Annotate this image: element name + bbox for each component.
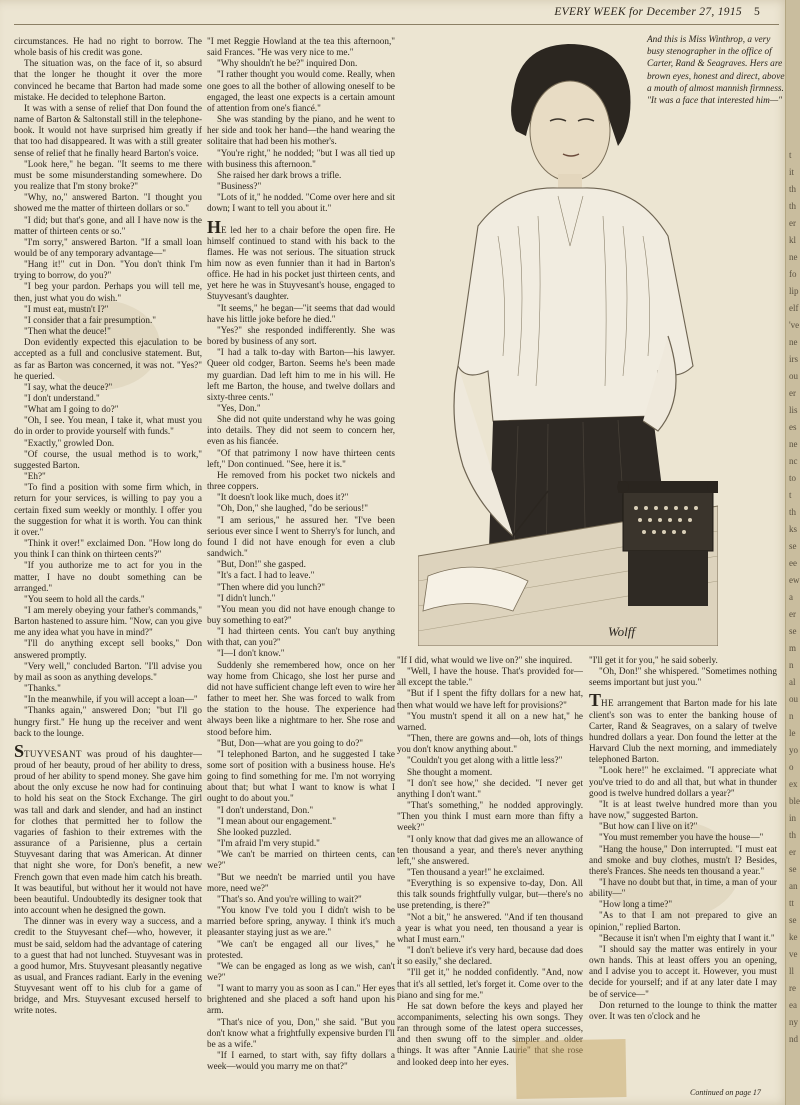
drop-cap: T (589, 690, 602, 711)
paragraph: "That's something," he nodded approvingly. "Then you think I must earn more than fifty a week?" (397, 800, 583, 833)
paragraph: "You mustn't spend it all on a new hat," he warned. (397, 710, 583, 732)
edge-text-fragment: a (789, 592, 793, 602)
edge-text-fragment: it (789, 167, 795, 177)
edge-text-fragment: re (789, 983, 796, 993)
edge-text-fragment: nc (789, 456, 798, 466)
column-2-paragraphs (207, 36, 395, 215)
paragraph: "I only know that dad gives me an allowance of ten thousand a year, and there's never anything left," she answered. (397, 833, 583, 866)
header-title: EVERY WEEK for December 27, 1915 (554, 6, 742, 18)
edge-text-fragment: se (789, 626, 797, 636)
paragraph: She was standing by the piano, and he went to her side and took her hand—the hand wearing the solitaire that had been his mother's. (207, 114, 395, 147)
paragraph: "You seem to hold all the cards." (24, 593, 145, 604)
paragraph: "Of that patrimony I now have thirteen cents left," Don continued. "See, here it is." (207, 447, 395, 469)
edge-text-fragment: ew (789, 575, 800, 585)
paragraph: "Look here!" he exclaimed. "I appreciate what you've tried to do and all that, but what in thunder good is twelve hundred dollars a year?" (589, 765, 777, 798)
edge-text-fragment: t (789, 150, 792, 160)
paragraph: "I don't understand." (24, 393, 100, 403)
edge-text-fragment: er (789, 609, 796, 619)
edge-text-fragment: ex (789, 779, 798, 789)
edge-text-fragment: elf (789, 303, 799, 313)
paragraph: "Why, no," answered Barton. "I thought you showed me the matter of thirteen dollars or so." (14, 192, 202, 214)
tape-stain (516, 1039, 627, 1099)
edge-text-fragment: er (789, 847, 796, 857)
paragraph: "I had a talk to-day with Barton—his lawyer. Queer old codger, Barton. Seems he's been made my guardian. Dad left him to me in his will. He left me Barton, the house, and twelve dollars and sixty-three cents." (207, 347, 395, 402)
edge-text-fragment: ne (789, 252, 798, 262)
continued-note: Continued on page 17 (690, 1088, 761, 1097)
edge-text-fragment: ks (789, 524, 798, 534)
edge-text-fragment: in (789, 813, 797, 823)
paragraph: "We can't be engaged all our lives," he protested. (207, 938, 395, 960)
column-1-continued-paragraphs (14, 916, 202, 1016)
section-break-paragraph (207, 216, 395, 303)
paragraph: "Then, there are gowns and—oh, lots of things you don't know anything about." (397, 733, 583, 755)
edge-text-fragment: yo (789, 745, 798, 755)
paragraph: She thought a moment. (407, 766, 493, 777)
edge-text-fragment: th (789, 830, 797, 840)
paragraph: "I mean about our engagement." (217, 815, 336, 826)
paragraph: The dinner was in every way a success, and a credit to the Stuyvesant chef—who, however, it must be said, seldom had the advantage of catering to a guest that had not lunched. Stuyvesant was in a good humor, Mrs. Stuyvesant pleasantly negative as usual, and Frances radiant. Early in the evening Stuyvesant went off to his club for a game of bridge, and Mrs. Stuyvesant excused herself to write notes. (14, 916, 202, 1016)
paragraph: "We can be engaged as long as we wish, can't we?" (207, 960, 395, 982)
column-4-paragraphs (589, 655, 777, 688)
paragraph: "Think it over!" exclaimed Don. "How long do you think I can think on thirteen cents?" (14, 538, 202, 560)
paragraph: "I'll get it for you," he said soberly. (589, 655, 718, 665)
edge-text-fragment: o (789, 762, 794, 772)
paragraph: "Look here," he began. "It seems to me there must be some misunderstanding somewhere. Do you realize that I'm stony broke?" (14, 158, 202, 192)
column-4 (589, 655, 777, 1022)
paragraph: "Not a bit," he answered. "And if ten thousand a year is what you need, ten thousand a year is what I must earn." (397, 911, 583, 944)
paragraph: "To find a position with some firm which, in return for your services, is willing to pay you a certain fixed sum weekly or monthly. I offer you the suggestion for what it is worth. You can think it over." (14, 482, 202, 537)
paragraph: "How long a time?" (599, 899, 673, 910)
paragraph: "You know I've told you I didn't wish to be married before spring, anyway. I think it's much pleasanter staying just as we are." (207, 905, 395, 938)
edge-text-fragment: al (789, 677, 796, 687)
typewriter (617, 481, 718, 606)
edge-text-fragment: lip (789, 286, 799, 296)
edge-text-fragment: ea (789, 1000, 797, 1010)
paragraph: "It seems," he began—"it seems that dad would have his little joke before he died." (207, 302, 395, 324)
drop-cap: H (207, 216, 222, 237)
paragraph: "Oh, Don," she laughed, "do be serious!" (217, 503, 369, 514)
edge-text-fragment: tt (789, 898, 795, 908)
edge-text-fragment: th (789, 201, 797, 211)
paragraph: "I don't understand, Don." (217, 804, 314, 815)
edge-text-fragment: th (789, 507, 797, 517)
facing-page-edge (785, 0, 800, 1105)
paragraph: "Business?" (217, 181, 262, 192)
column-3 (397, 655, 583, 1068)
edge-text-fragment: t (789, 490, 792, 500)
paragraph: "I have no doubt but that, in time, a man of your ability—" (589, 876, 777, 899)
paragraph: "I'll get it," he nodded confidently. "And, now that it's all settled, let's forget it. Come over to the piano and sing for me." (397, 967, 583, 1000)
edge-text-fragment: lis (789, 405, 798, 415)
edge-text-fragment: nd (789, 1034, 798, 1044)
paragraph: She did not quite understand why he was going into details. They did not seem to concern her, even as his fiancée. (207, 414, 395, 447)
paragraph: "Then where did you lunch?" (217, 581, 326, 592)
section-text: arrangement that Barton made for his late client's son was to enter the banking house of Carter, Rand & Seagraves, on a salary of twelve hundred dollars a year. Don found the letter at the Harvard Club the next morning, and immediately telephoned Barton. (589, 698, 777, 765)
edge-text-fragment: ll (789, 966, 795, 976)
edge-text-fragment: es (789, 422, 797, 432)
section-text: E led her to a chair before the open fire. He himself continued to stand with his back to the flames. He was not serious. The situation struck him now as even funnier than it had in Barton's office. He had in his pocket just thirteen cents, and yet here he was in Stuyvesant's house, engaged to Stuyvesant's daughter. (207, 224, 395, 302)
paragraph: It was with a sense of relief that Don found the name of Barton & Saltonstall still in the telephone-book. It would not have surprised him greatly if that too had disappeared. It was with a still greater sense of relief that he finally heard Barton's voice. (14, 102, 202, 158)
paragraph: "But how can I live on it?" (599, 821, 698, 832)
paragraph: "I rather thought you would come. Really, when one goes to all the bother of allowing oneself to be engaged, the least one expects is a certain amount of attention from one's fiancé." (207, 69, 395, 113)
paragraph: Don returned to the lounge to think the matter over. It was ten o'clock and he (589, 999, 777, 1021)
edge-text-fragment: ke (789, 932, 798, 942)
paragraph: He removed from his pocket two nickels and three coppers. (207, 469, 395, 492)
paragraph: "I am merely obeying your father's commands," Barton hastened to assure him. "Now, can you give me any idea what you have in mind?" (14, 604, 202, 638)
paragraph: "We can't be married on thirteen cents, can we?" (207, 849, 395, 871)
edge-text-fragment: se (789, 915, 797, 925)
paragraph: "Because it isn't when I'm eighty that I want it." (599, 932, 775, 943)
paragraph: "Ten thousand a year!" he exclaimed. (407, 866, 545, 877)
paragraph: "But, Don—what are you going to do?" (217, 737, 364, 748)
section-text: was proud of his daughter—proud of her beauty, proud of her ability to dress, proud of her ability to spend money. She gave him about the only excuse he now had for continuing to hold his seat on the Stock Exchange. The girl was tall and dark and slender, and had an instinct for clothes that permitted her to follow the vagaries of fashion to their extremes with the assurance of a Parisienne, plus a certain Stuyvesant daring that was American. At dinner that night she wore, for Don's benefit, a new French gown that even made him catch his breath. It was beautiful, but without her it would not have been beautiful. Undoubtedly its designer took that into account when he designed the gown. (14, 748, 202, 916)
paragraph: "Lots of it," he nodded. "Come over here and sit down; I want to tell you about it." (207, 192, 395, 214)
paragraph: "I telephoned Barton, and he suggested I take some sort of position with a business house. He's going to find something for me. I'm not worrying about that; but what I want to know is what I ought to do about you." (207, 748, 395, 804)
paragraph: "I'm afraid I'm very stupid." (217, 838, 320, 849)
paragraph: "I beg your pardon. Perhaps you will tell me, then, just what you do wish." (14, 281, 202, 303)
edge-text-fragment: ne (789, 439, 798, 449)
paragraph: "I don't believe it's very hard, because dad does it so easily," she declared. (397, 945, 583, 967)
paragraph: "You must remember you have the house—" (599, 832, 764, 843)
paragraph: "You're right," he nodded; "but I was all tied up with business this afternoon." (207, 147, 395, 169)
paragraph: "Hang it!" cut in Don. "You don't think I'm trying to borrow, do you?" (14, 259, 202, 281)
paragraph: Suddenly she remembered how, once on her way home from Chicago, she lost her purse and did not have sufficient change left even to wire her father to meet her. She was forced to walk from the station to the house. The experience had always been like a nightmare to her. She rose and stood before him. (207, 659, 395, 737)
paragraph: "I did; but that's gone, and all I have now is the matter of thirteen cents or so." (14, 214, 202, 236)
edge-text-fragment: n (789, 660, 794, 670)
paragraph: "I say, what the deuce?" (24, 381, 113, 392)
paragraph: "Of course, the usual method is to work," suggested Barton. (14, 448, 202, 470)
edge-text-fragment: fo (789, 269, 797, 279)
paragraph: "Very well," concluded Barton. "I'll advise you by mail as soon as anything develops." (14, 660, 202, 682)
edge-text-fragment: to (789, 473, 797, 483)
paragraph: "That's nice of you, Don," she said. "But you don't know what a frightfully expensive burden I'll be as a wife." (207, 1016, 395, 1049)
paragraph: "As to that I am not prepared to give an opinion," replied Barton. (589, 910, 777, 932)
lead-in: HE (601, 698, 614, 709)
paragraph: She looked puzzled. (217, 826, 292, 837)
paragraph: Don evidently expected this ejaculation to be accepted as a full and conclusive statement. But, as far as Barton was concerned, it was not. "Yes?" he queried. (14, 337, 202, 381)
paragraph: He sat down before the keys and played her accompaniments, selecting his own songs. They ran through some of the latest opera successes, and then swung off to the simpler and older things. It was after "Annie Laurie" that she rose and looked deep into her eyes. (397, 1000, 583, 1067)
paragraph: "I—I don't know." (217, 648, 285, 659)
edge-text-fragment: ee (789, 558, 797, 568)
paragraph: "Why shouldn't he be?" inquired Don. (217, 58, 358, 69)
edge-text-fragment: m (789, 643, 797, 653)
paragraph: "Oh, Don!" she whispered. "Sometimes nothing seems important but just you." (589, 666, 777, 688)
edge-text-fragment: th (789, 184, 797, 194)
edge-text-fragment: er (789, 388, 796, 398)
paragraph: "Eh?" (24, 471, 46, 482)
column-2-continued-paragraphs (207, 303, 395, 1073)
artist-signature: Wolff (608, 624, 635, 639)
paragraph: The situation was, on the face of it, so absurd that the longer he thought it over the more convinced he became that Barton had made some mistake. He decided to telephone Barton. (14, 58, 202, 102)
section-break-paragraph (14, 740, 202, 916)
paragraph: "If I did, what would we live on?" she inquired. (397, 655, 573, 665)
edge-text-fragment: ne (789, 337, 798, 347)
edge-text-fragment: le (789, 728, 796, 738)
paragraph: "If I earned, to start with, say fifty dollars a week—would you marry me on that?" (207, 1050, 395, 1072)
edge-text-fragment: irs (789, 354, 798, 364)
paragraph: "Exactly," growled Don. (24, 437, 115, 448)
paragraph: "But if I spent the fifty dollars for a new hat, then what would we have left for provisions?" (397, 688, 583, 710)
column-1 (14, 36, 202, 1017)
paragraph: "Thanks again," answered Don; "but I'll go hungry first." He hung up the receiver and went back to the lounge. (14, 705, 202, 738)
paragraph: circumstances. He had no right to borrow. The whole basis of his credit was gone. (14, 36, 202, 58)
paragraph: "But we needn't be married until you have more, need we?" (207, 871, 395, 893)
edge-text-fragment: ou (789, 371, 798, 381)
paragraph: "It is at least twelve hundred more than you have now," suggested Barton. (589, 798, 777, 821)
paragraph: "What am I going to do?" (24, 404, 119, 415)
paragraph: She raised her dark brows a trifle. (217, 169, 342, 180)
paragraph: "You mean you did not have enough change to buy something to eat?" (207, 603, 395, 625)
page-number: 5 (753, 6, 760, 18)
paragraph: "I'm sorry," answered Barton. "If a small loan would be of any temporary advantage—" (14, 236, 202, 258)
paragraph: "Thanks." (24, 683, 61, 694)
paragraph: "Yes?" she responded indifferently. She was bored by business of any sort. (207, 324, 395, 347)
paragraph: "Everything is so expensive to-day, Don. All this talk sounds frightfully vulgar, but—there's no use pretending, is there?" (397, 878, 583, 911)
edge-text-fragment: 've (789, 320, 800, 330)
paragraph: "But, Don!" she gasped. (217, 559, 306, 570)
paragraph: "If you authorize me to act for you in the matter, I have no doubt something can be arranged." (14, 560, 202, 593)
paragraph: "I don't see how," she decided. "I never get anything I don't want." (397, 777, 583, 799)
edge-text-fragment: n (789, 711, 794, 721)
column-3-paragraphs (397, 655, 583, 1068)
paragraph: "I'll do anything except sell books," Don answered promptly. (14, 638, 202, 660)
edge-text-fragment: ny (789, 1017, 798, 1027)
edge-text-fragment: ou (789, 694, 798, 704)
edge-text-fragment: se (789, 541, 797, 551)
edge-text-fragment: an (789, 881, 798, 891)
column-4-continued-paragraphs (589, 765, 777, 1022)
paragraph: "I consider that a fair presumption." (24, 314, 157, 325)
paragraph: "That's so. And you're willing to wait?" (217, 893, 362, 904)
paragraph: "I should say the matter was entirely in your own hands. This at least offers you an opening, and I advise you to accept it. However, you must decide for yourself; and if at any later date I may be of service—" (589, 943, 777, 999)
paragraph: "It's a fact. I had to leave." (217, 570, 315, 581)
paragraph: "In the meanwhile, if you will accept a loan—" (24, 694, 198, 705)
paragraph: "Well, I have the house. That's provided for—all except the table." (397, 666, 583, 688)
edge-text-fragment: er (789, 218, 796, 228)
illustration-stenographer (418, 36, 718, 646)
section-break-paragraph (589, 690, 777, 765)
paragraph: "Then what the deuce!" (24, 326, 111, 337)
illustration-caption: And this is Miss Winthrop, a very busy stenographer in the office of Carter, Rand & Seagraves. Hers are brown eyes, honest and direct, above a mouth of almost mannish firmness. "It was a face that interested him—" (647, 35, 785, 107)
paragraph: "Couldn't you get along with a little less?" (407, 755, 563, 766)
paragraph: "I didn't lunch." (217, 592, 276, 603)
paragraph: "Yes, Don." (217, 403, 261, 413)
paragraph: "Hang the house," Don interrupted. "I must eat and smoke and buy clothes, mustn't I? Besides, there's Frances. She needs ten thousand a year." (589, 843, 777, 876)
paragraph: "I met Reggie Howland at the tea this afternoon," said Frances. "He was very nice to me." (207, 36, 395, 58)
lead-in: TUYVESANT (24, 748, 82, 759)
running-header (470, 6, 760, 22)
edge-text-fragment: ble (789, 796, 800, 806)
column-1-paragraphs (14, 36, 202, 739)
drop-cap: S (14, 740, 25, 761)
edge-text-fragment: kl (789, 235, 797, 245)
edge-text-fragment: se (789, 864, 797, 874)
paragraph: "I had thirteen cents. You can't buy anything with that, can you?" (207, 626, 395, 648)
paragraph: "I want to marry you as soon as I can." Her eyes brightened and she placed a soft hand upon his arm. (207, 983, 395, 1016)
paragraph: "Oh, I see. You mean, I take it, what must you do in order to provide yourself with funds." (14, 415, 202, 437)
paragraph: "I must eat, mustn't I?" (24, 303, 109, 314)
paragraph: "It doesn't look like much, does it?" (217, 492, 349, 503)
header-rule (14, 24, 779, 25)
column-2 (207, 36, 395, 1072)
paragraph: "I am serious," he assured her. "I've been serious ever since I went to Sherry's for lunch, and found I did not have enough for even a club sandwich." (207, 514, 395, 559)
edge-text-fragment: ve (789, 949, 798, 959)
